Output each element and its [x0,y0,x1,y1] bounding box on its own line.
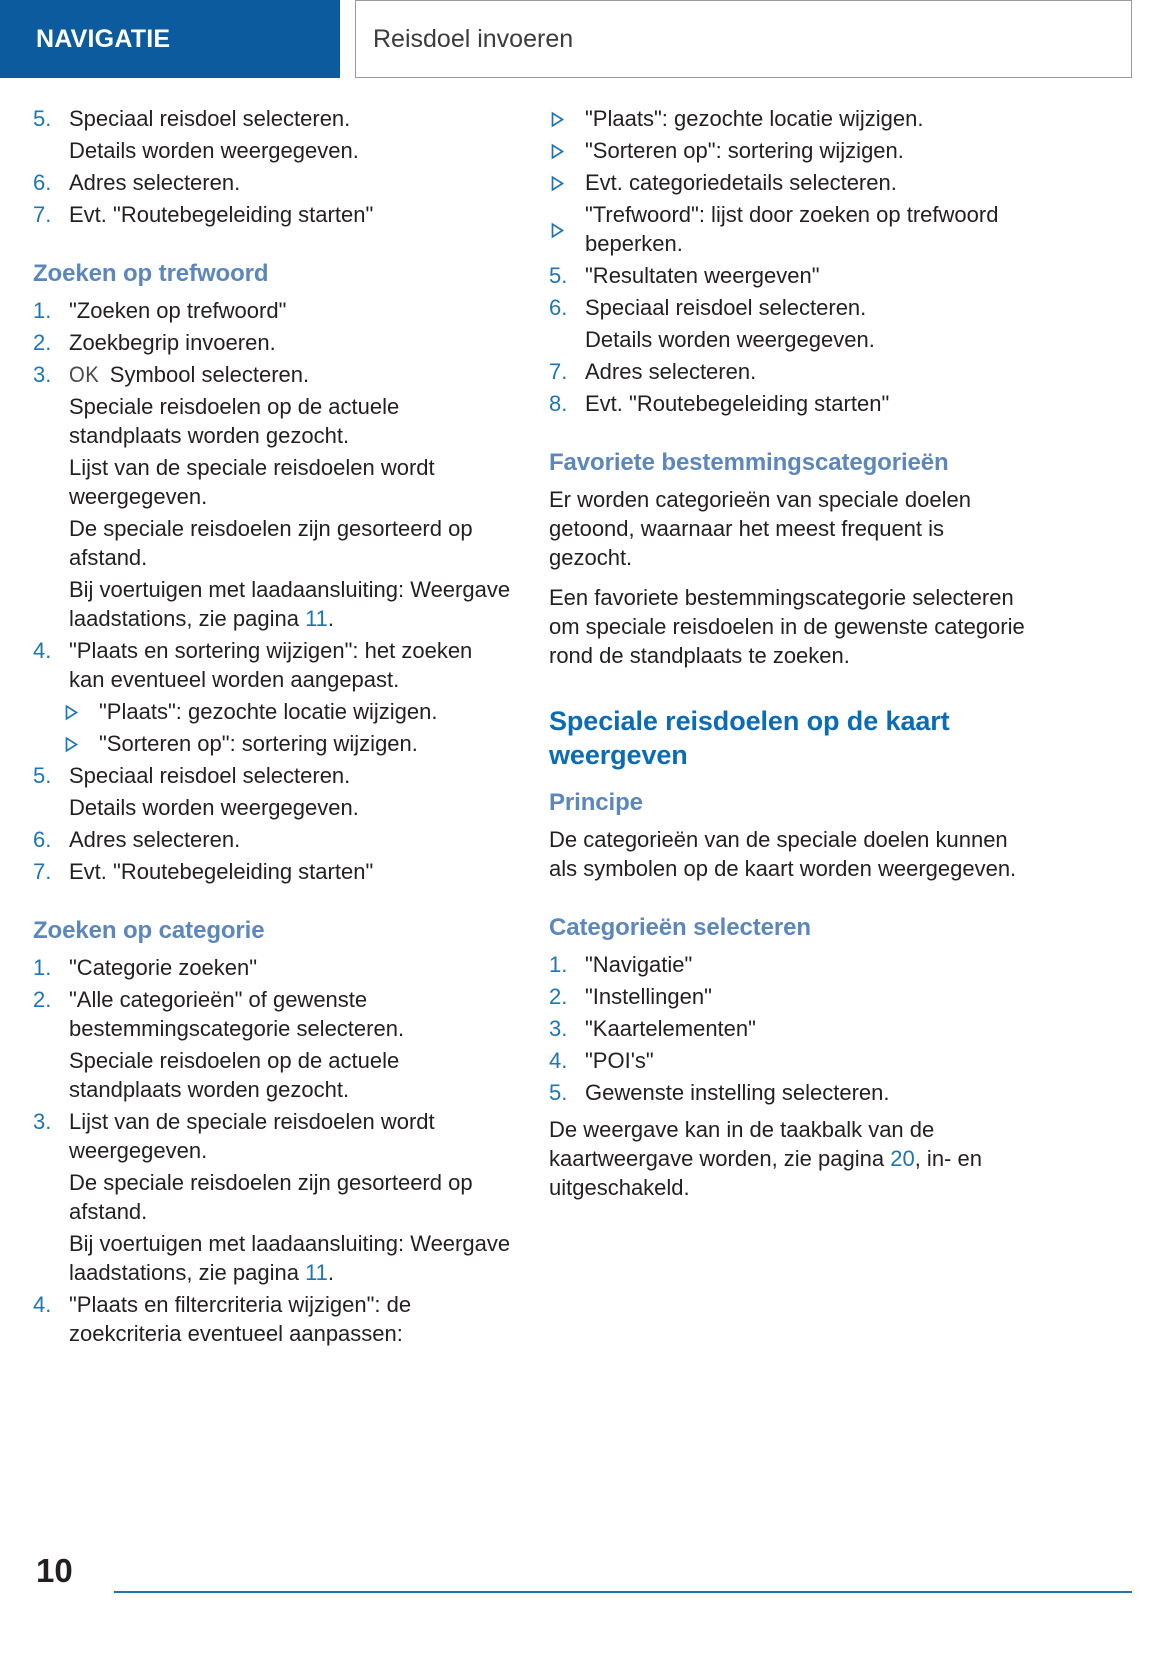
list-item [33,857,513,886]
list-continuation [33,392,513,450]
left-column [33,104,513,1351]
list-text: De speciale reisdoelen zijn gesorteerd op afstand. [69,516,473,570]
sub-list-text: "Sorteren op": sortering wijzigen. [585,138,904,163]
list-item [549,982,1029,1011]
list-text: Lijst van de speciale reisdoelen wordt weergegeven. [69,455,435,509]
list-text: "Plaats en filtercriteria wijzigen": de zoekcriteria eventueel aanpassen: [69,1292,412,1346]
carried-over-list [33,104,513,229]
heading-speciale-reisdoelen-op-de-kaart-weergeven: Speciale reisdoelen op de kaart weergeven [549,706,950,770]
page-title-box [355,0,1132,78]
list-item [33,328,513,357]
list-number: 7. [549,359,568,384]
list-number: 4. [549,1048,568,1073]
list-number: 2. [33,330,52,355]
list-text: Gewenste instelling selecteren. [585,1080,890,1105]
list-item [33,985,513,1043]
list-text: Evt. "Routebegeleiding starten" [69,202,374,227]
list-text: "POI's" [585,1048,654,1073]
list-number: 4. [33,1292,52,1317]
continued-sub-list [549,104,1029,258]
content-columns [0,104,1165,1494]
list-text: Adres selecteren. [69,827,241,852]
list-continuation-with-pageref [33,575,513,633]
sub-list-text: "Plaats": gezochte locatie wijzigen. [99,699,438,724]
sub-list-item [549,104,1029,133]
categorie-list [33,953,513,1348]
list-continuation [33,514,513,572]
ok-button-icon: OK [69,362,100,387]
list-number: 2. [549,984,568,1009]
list-text [69,360,513,389]
list-item [549,293,1029,322]
list-item [549,1078,1029,1107]
pageref-before: De weergave kan in de taakbalk van de kaartweergave worden, zie pagina [549,1117,935,1171]
list-number: 1. [33,298,52,323]
list-continuation [33,453,513,511]
list-item [33,636,513,694]
pageref-after: . [327,1260,335,1285]
list-number: 6. [549,295,568,320]
list-number: 2. [33,987,52,1012]
paragraph: De categorieën van de speciale doelen kunnen als symbolen op de kaart worden weergegeven. [549,827,1017,881]
list-text: Evt. "Routebegeleiding starten" [69,859,374,884]
sub-list-text: "Plaats": gezochte locatie wijzigen. [585,106,924,131]
list-text: "Plaats en sortering wijzigen": het zoeken kan eventueel worden aangepast. [69,638,473,692]
list-item [33,953,513,982]
paragraph-with-pageref [549,1115,1029,1202]
list-text: "Kaartelementen" [585,1016,756,1041]
list-number: 5. [33,763,52,788]
continued-numbered-list [549,261,1029,418]
page-footer [0,1523,1165,1653]
heading-zoeken-op-categorie: Zoeken op categorie [33,917,265,944]
list-text: Zoekbegrip invoeren. [69,330,276,355]
triangle-bullet-icon [549,200,585,258]
list-number: 3. [33,362,52,387]
list-item [33,825,513,854]
list-item [33,200,513,229]
page-header [0,0,1165,78]
list-text: De speciale reisdoelen zijn gesorteerd op afstand. [69,1170,473,1224]
page-reference[interactable]: 11 [305,1260,328,1285]
heading-favoriete-bestemmingscategorieen: Favoriete bestemmingscategorieën [549,449,949,476]
page-number: 10 [36,1552,73,1589]
heading-zoeken-op-trefwoord: Zoeken op trefwoord [33,260,269,287]
list-text: "Categorie zoeken" [69,955,258,980]
list-text: "Alle categorieën" of gewenste bestemmingscategorie selecteren. [69,987,405,1041]
list-number: 4. [33,638,52,663]
list-text: Speciale reisdoelen op de actuele standplaats worden gezocht. [69,1048,400,1102]
list-item [33,1107,513,1165]
footer-divider [114,1591,1132,1593]
list-text-rest: Symbool selecteren. [109,362,310,387]
categorieen-selecteren-list [549,950,1029,1107]
pageref-after: . [327,606,335,631]
list-number: 6. [33,827,52,852]
list-item [549,357,1029,386]
list-text: Adres selecteren. [585,359,757,384]
list-item [33,761,513,790]
list-number: 7. [33,202,52,227]
triangle-bullet-icon [549,136,585,165]
sub-list-item [549,168,1029,197]
list-number: 6. [33,170,52,195]
sub-list-text: Evt. categoriedetails selecteren. [585,170,897,195]
list-text: "Zoeken op trefwoord" [69,298,287,323]
sub-list-item [33,729,513,758]
list-text: Speciaal reisdoel selecteren. [585,295,867,320]
list-continuation [33,1046,513,1104]
list-continuation-with-pageref [33,1229,513,1287]
list-continuation [33,1168,513,1226]
list-number: 1. [33,955,52,980]
page-title: Reisdoel invoeren [373,24,574,53]
triangle-bullet-icon [63,697,99,726]
list-text: Speciaal reisdoel selecteren. [69,763,351,788]
list-item [549,1046,1029,1075]
list-number: 1. [549,952,568,977]
list-text: "Resultaten weergeven" [585,263,820,288]
page-reference[interactable]: 20 [890,1146,915,1171]
list-text: Lijst van de speciale reisdoelen wordt weergegeven. [69,1109,435,1163]
paragraph: Een favoriete bestemmingscategorie selecteren om speciale reisdoelen in de gewenste categorie rond de standplaats te zoeken. [549,585,1025,668]
list-item [33,360,513,389]
sub-list-text: "Sorteren op": sortering wijzigen. [99,731,418,756]
list-text [69,575,513,633]
list-item [549,1014,1029,1043]
sub-list-item [549,200,1029,258]
sub-list-item [33,697,513,726]
list-number: 8. [549,391,568,416]
list-item [33,168,513,197]
list-text: "Navigatie" [585,952,693,977]
chapter-tab [0,0,340,78]
list-number: 5. [33,106,52,131]
pageref-after: , in- en uitgeschakeld. [549,1146,982,1200]
pageref-before: Bij voertuigen met laadaansluiting: Weergave laadstations, zie pagina [69,577,511,631]
list-item [33,1290,513,1348]
chapter-tab-label: NAVIGATIE [36,24,171,53]
paragraph: Er worden categorieën van speciale doelen getoond, waarnaar het meest frequent is gezocht. [549,487,971,570]
list-text: Details worden weergegeven. [69,795,359,820]
list-text: Evt. "Routebegeleiding starten" [585,391,890,416]
list-number: 5. [549,263,568,288]
sub-list-text: "Trefwoord": lijst door zoeken op trefwoord beperken. [585,202,999,256]
page-reference[interactable]: 11 [305,606,328,631]
list-text: Details worden weergegeven. [69,138,359,163]
list-item [549,950,1029,979]
list-continuation [33,793,513,822]
right-column [549,104,1029,1213]
list-item [549,261,1029,290]
list-item [33,296,513,325]
list-text: Speciale reisdoelen op de actuele standplaats worden gezocht. [69,394,400,448]
list-item [33,104,513,133]
triangle-bullet-icon [63,729,99,758]
list-text [69,1229,513,1287]
heading-principe: Principe [549,789,643,816]
pageref-before: Bij voertuigen met laadaansluiting: Weergave laadstations, zie pagina [69,1231,511,1285]
list-number: 5. [549,1080,568,1105]
list-text: Details worden weergegeven. [585,327,875,352]
list-number: 3. [33,1109,52,1134]
trefwoord-list [33,296,513,886]
sub-list-item [549,136,1029,165]
list-text: Speciaal reisdoel selecteren. [69,106,351,131]
list-text: Adres selecteren. [69,170,241,195]
list-text: "Instellingen" [585,984,712,1009]
list-continuation [33,136,513,165]
list-item [549,389,1029,418]
triangle-bullet-icon [549,168,585,197]
heading-categorieen-selecteren: Categorieën selecteren [549,914,811,941]
list-continuation [549,325,1029,354]
list-number: 3. [549,1016,568,1041]
list-number: 7. [33,859,52,884]
triangle-bullet-icon [549,104,585,133]
